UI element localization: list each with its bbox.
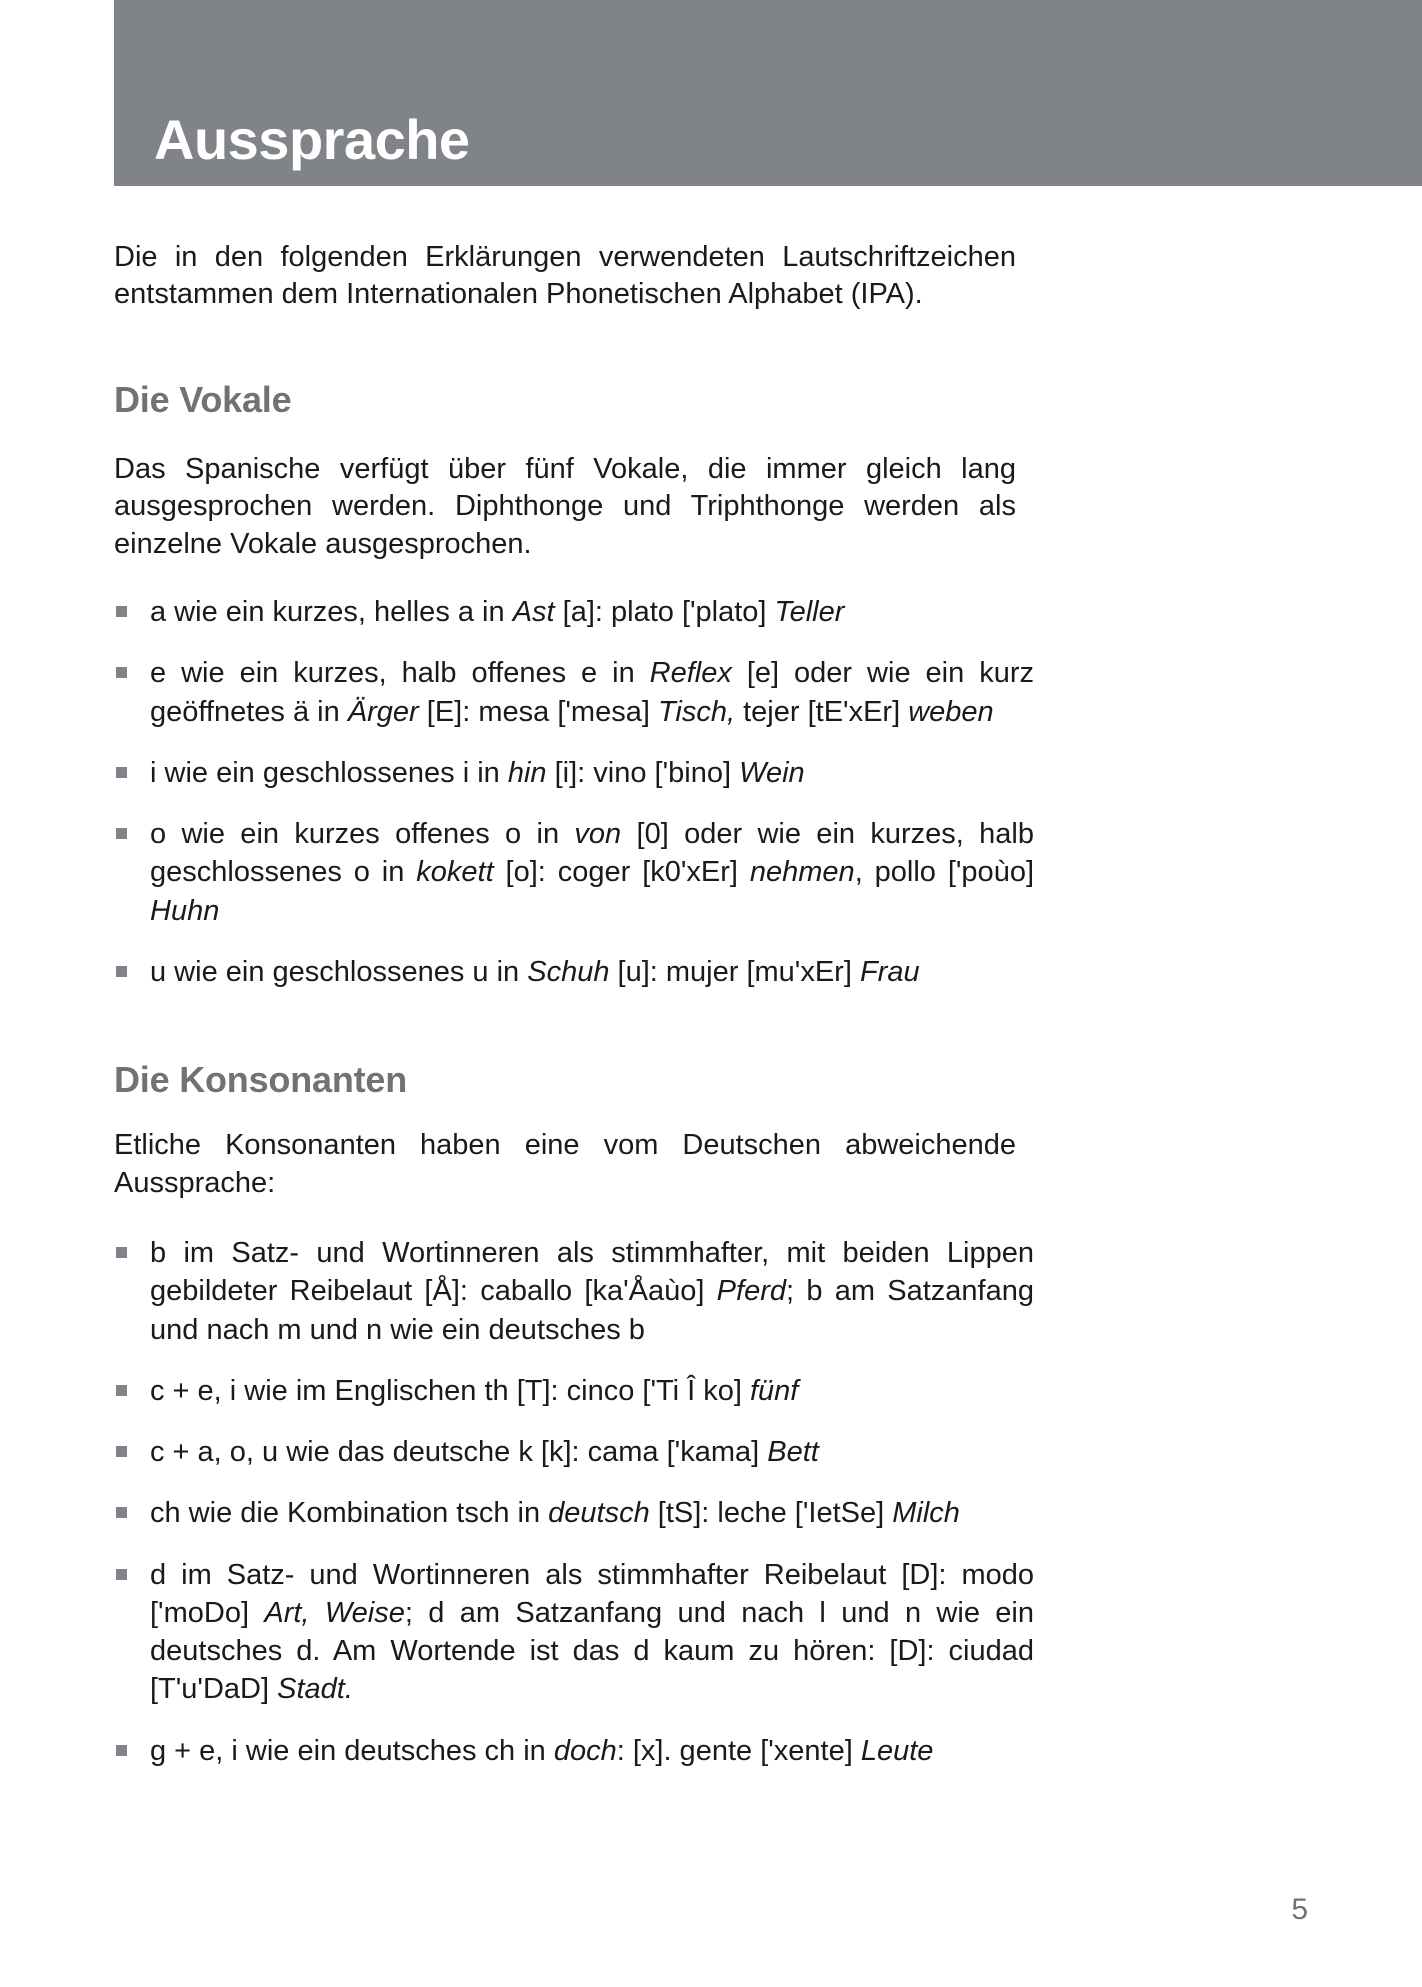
list-item: [114, 1372, 1034, 1410]
list-item-text: ch wie die Kombination tsch in deutsch [tS]: leche ['IetSe] Milch: [150, 1497, 960, 1530]
section-paragraph-vokale: Das Spanische verfügt über fünf Vokale, die immer gleich lang ausgesprochen werden. Diphthonge und Triphthonge werden als einzelne Vokale ausgesprochen.: [114, 452, 1016, 560]
list-item: [114, 815, 1034, 930]
list-item: [114, 593, 1034, 631]
list-item-text: c + e, i wie im Englischen th [T]: cinco ['Ti Î ko] fünf: [150, 1374, 799, 1407]
page-number: 5: [1291, 1893, 1308, 1926]
list-item-text: o wie ein kurzes offenes o in von [0] oder wie ein kurzes, halb geschlossenes o in kokett [o]: coger [k0'xEr] nehmen, pollo ['poùo] Huhn: [150, 818, 1035, 927]
list-item: [114, 1556, 1034, 1709]
square-bullet-icon: [116, 1569, 127, 1580]
square-bullet-icon: [116, 667, 127, 678]
list-item: [114, 1732, 1034, 1770]
list-item-text: d im Satz- und Wortinneren als stimmhafter Reibelaut [D]: modo ['moDo] Art, Weise; d am Satzanfang und nach l und n wie ein deutsches d. Am Wortende ist das d kaum zu hören: [D]: ciudad [T'u'DaD] Stadt.: [150, 1558, 1034, 1706]
list-item-text: g + e, i wie ein deutsches ch in doch: [x]. gente ['xente] Leute: [150, 1734, 934, 1767]
square-bullet-icon: [116, 767, 127, 778]
bullet-list-konsonanten: [114, 1234, 1034, 1770]
square-bullet-icon: [116, 1507, 127, 1518]
list-item-text: a wie ein kurzes, helles a in Ast [a]: plato ['plato] Teller: [150, 596, 845, 629]
section-heading-vokale: Die Vokale: [114, 378, 292, 420]
list-item-text: i wie ein geschlossenes i in hin [i]: vino ['bino] Wein: [150, 756, 805, 789]
list-item: [114, 1234, 1034, 1349]
bullet-list-vokale: [114, 593, 1034, 991]
list-item: [114, 1433, 1034, 1471]
square-bullet-icon: [116, 828, 127, 839]
section-paragraph-konsonanten: Etliche Konsonanten haben eine vom Deutschen abweichende Aussprache:: [114, 1129, 1016, 1199]
header-banner: [114, 0, 1422, 186]
list-item-text: u wie ein geschlossenes u in Schuh [u]: mujer [mu'xEr] Frau: [150, 955, 920, 988]
square-bullet-icon: [116, 1446, 127, 1457]
list-item-text: e wie ein kurzes, halb offenes e in Reflex [e] oder wie ein kurz geöffnetes ä in Ärger [E]: mesa ['mesa] Tisch, tejer [tE'xEr] weben: [150, 657, 1034, 728]
list-item: [114, 654, 1034, 731]
page-content: [114, 186, 1308, 1770]
square-bullet-icon: [116, 606, 127, 617]
page-title: Aussprache: [154, 108, 470, 171]
square-bullet-icon: [116, 1247, 127, 1258]
square-bullet-icon: [116, 1745, 127, 1756]
list-item: [114, 754, 1034, 792]
section-heading-konsonanten: Die Konsonanten: [114, 1059, 408, 1101]
list-item-text: c + a, o, u wie das deutsche k [k]: cama ['kama] Bett: [150, 1436, 819, 1469]
list-item-text: b im Satz- und Wortinneren als stimmhafter, mit beiden Lippen gebildeter Reibelaut [Å]: caballo [ka'Åaùo] Pferd; b am Satzanfang und nach m und n wie ein deutsches b: [150, 1236, 1035, 1346]
square-bullet-icon: [116, 966, 127, 977]
square-bullet-icon: [116, 1385, 127, 1396]
list-item: [114, 953, 1034, 991]
intro-paragraph: Die in den folgenden Erklärungen verwendeten Lautschriftzeichen entstammen dem Internationalen Phonetischen Alphabet (IPA).: [114, 241, 1016, 311]
list-item: [114, 1494, 1034, 1532]
